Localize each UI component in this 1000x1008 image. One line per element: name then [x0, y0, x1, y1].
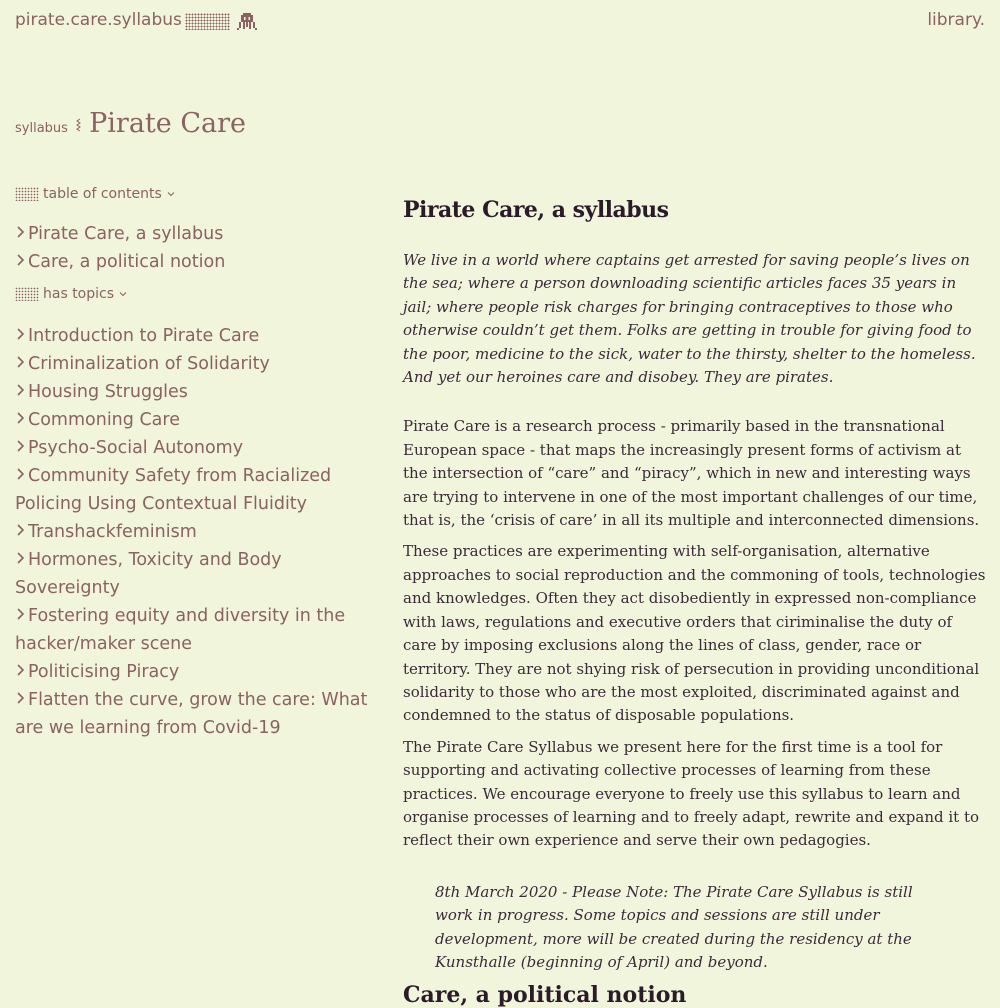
toc-link[interactable]: Care, a political notion [28, 252, 226, 272]
topic-item[interactable] [15, 462, 377, 518]
chevron-right-icon [15, 550, 26, 566]
topic-link[interactable]: Psycho-Social Autonomy [28, 438, 244, 458]
toc-item[interactable] [15, 220, 377, 248]
syllabus-label: syllabus [15, 121, 68, 136]
chevron-right-icon [15, 690, 26, 706]
topic-link[interactable]: Criminalization of Solidarity [28, 354, 270, 374]
dot-grid-icon [15, 287, 39, 301]
squiggle-icon [75, 118, 82, 132]
topic-item[interactable] [15, 546, 377, 602]
topic-item[interactable] [15, 322, 377, 350]
main-content [403, 190, 988, 974]
topics-list [15, 322, 377, 742]
toc-label: table of contents [43, 186, 162, 202]
toc-link[interactable]: Pirate Care, a syllabus [28, 224, 224, 244]
chevron-right-icon [15, 438, 26, 454]
topic-item[interactable] [15, 658, 377, 686]
topic-link[interactable]: Hormones, Toxicity and Body Sovereignty [15, 550, 282, 598]
library-link[interactable]: library. [927, 10, 985, 30]
topic-link[interactable]: Commoning Care [28, 410, 180, 430]
chevron-right-icon [15, 410, 26, 426]
note-blockquote: 8th March 2020 - Please Note: The Pirate Care Syllabus is still work in progress. Some topics and sessions are still under development, more will be created during the residency at the Kunsthalle (beginning of April) and beyond. [435, 882, 913, 971]
topic-item[interactable] [15, 378, 377, 406]
topic-link[interactable]: Flatten the curve, grow the care: What are we learning from Covid-19 [15, 690, 368, 738]
toc-toggle[interactable] [15, 184, 377, 204]
dot-pattern-icon [185, 13, 230, 30]
topic-link[interactable]: Transhackfeminism [28, 522, 197, 542]
body-paragraph: These practices are experimenting with self-organisation, alternative approaches to social reproduction and the commoning of tools, technologies and knowledges. Often they act disobediently in expressed non-compliance with laws, regulations and executive orders that ciriminalise the duty of care by imposing exclusions along the lines of class, gender, race or territory. They are not shying risk of persecution in providing unconditional solidarity to those who are the most exploited, discriminated against and condemned to the status of disposable populations. [403, 542, 986, 725]
topic-item[interactable] [15, 350, 377, 378]
body-paragraph: Pirate Care is a research process - primarily based in the transnational European space - that maps the increasingly present forms of activism at the intersection of “care” and “piracy”, which in new and interesting ways are trying to intervene in one of the most important challenges of our time, that is, the ‘crisis of care’ in all its multiple and interconnected dimensions. [403, 417, 980, 530]
topic-link[interactable]: Politicising Piracy [28, 662, 180, 682]
toc-item[interactable] [15, 248, 377, 276]
chevron-right-icon [15, 224, 26, 240]
topic-link[interactable]: Fostering equity and diversity in the hacker/maker scene [15, 606, 346, 654]
octopus-icon [235, 10, 259, 34]
chevron-right-icon [15, 252, 26, 268]
lead-paragraph: We live in a world where captains get arrested for saving people’s lives on the sea; where a person downloading scientific articles faces 35 years in jail; where people risk charges for bringing contraceptives to those who otherwise couldn’t get them. Folks are getting in trouble for giving food to the poor, medicine to the sick, water to the thirsty, shelter to the homeless. And yet our heroines care and disobey. They are pirates. [403, 251, 976, 387]
chevron-right-icon [15, 466, 26, 482]
page-title: Pirate Care, a syllabus [403, 197, 669, 223]
topic-item[interactable] [15, 518, 377, 546]
chevron-right-icon [15, 382, 26, 398]
topic-link[interactable]: Community Safety from Racialized Policing Using Contextual Fluidity [15, 466, 332, 514]
syllabus-title: Pirate Care [89, 108, 246, 139]
section-heading-care-political-notion: Care, a political notion [403, 982, 687, 1008]
topic-item[interactable] [15, 686, 377, 742]
topic-item[interactable] [15, 602, 377, 658]
chevron-right-icon [15, 354, 26, 370]
chevron-down-icon [166, 189, 176, 199]
dot-grid-icon [15, 187, 39, 201]
topic-item[interactable] [15, 406, 377, 434]
topics-toggle[interactable] [15, 284, 377, 304]
body-paragraph: The Pirate Care Syllabus we present here for the first time is a tool for supporting and activating collective processes of learning from these practices. We encourage everyone to freely use this syllabus to learn and organise processes of learning and to freely adapt, rewrite and expand it to reflect their own experience and serve their own pedagogies. [403, 737, 980, 850]
top-bar [15, 10, 985, 36]
site-brand-link[interactable]: pirate.care.syllabus [15, 10, 182, 30]
syllabus-heading [15, 108, 246, 148]
topics-label: has topics [43, 286, 115, 302]
chevron-right-icon [15, 522, 26, 538]
topic-item[interactable] [15, 434, 377, 462]
chevron-right-icon [15, 662, 26, 678]
topic-link[interactable]: Introduction to Pirate Care [28, 326, 260, 346]
toc-list [15, 220, 377, 276]
topic-link[interactable]: Housing Struggles [28, 382, 188, 402]
chevron-down-icon [118, 289, 128, 299]
sidebar [15, 184, 377, 742]
chevron-right-icon [15, 606, 26, 622]
chevron-right-icon [15, 326, 26, 342]
